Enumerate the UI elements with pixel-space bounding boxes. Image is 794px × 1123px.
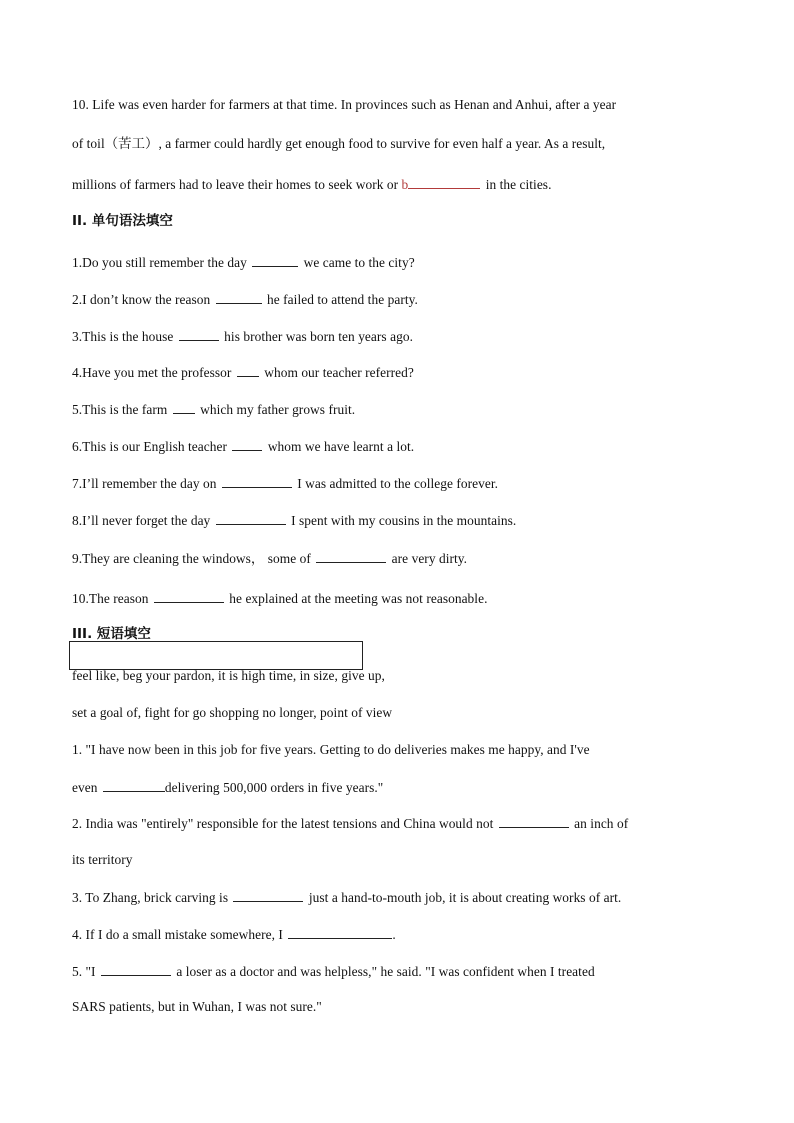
answer-blank[interactable] (103, 779, 165, 792)
item-text: . (392, 927, 396, 942)
answer-blank[interactable] (499, 815, 569, 828)
answer-blank[interactable] (237, 364, 259, 377)
item-text: he failed to attend the party. (263, 292, 418, 307)
item-text: are very dirty. (388, 551, 468, 566)
item-text: just a hand-to-mouth job, it is about creating works of art. (305, 890, 622, 905)
grammar-item (72, 291, 418, 308)
answer-blank[interactable] (252, 254, 298, 267)
item-text: we came to the city? (300, 255, 415, 270)
item-text: he explained at the meeting was not reasonable. (225, 591, 488, 606)
item-text: 5. "I (72, 964, 99, 979)
item-text: 10.The reason (72, 591, 152, 606)
item-text: 1.Do you still remember the day (72, 255, 251, 270)
phrase-bank-line (72, 668, 385, 684)
answer-blank[interactable] (154, 590, 224, 603)
answer-blank[interactable] (233, 889, 303, 902)
passage-line-1 (72, 97, 616, 113)
item-text: 9.They are cleaning the windows， some of (72, 551, 315, 566)
item-text: I spent with my cousins in the mountains. (287, 513, 517, 528)
answer-blank[interactable] (216, 291, 262, 304)
grammar-item (72, 328, 413, 345)
hint-letter: b (401, 177, 409, 192)
answer-blank[interactable] (179, 328, 219, 341)
answer-blank[interactable] (316, 550, 386, 563)
answer-blank[interactable] (222, 475, 292, 488)
item-text: whom we have learnt a lot. (264, 439, 415, 454)
passage-text: 10. Life was even harder for farmers at that time. In provinces such as Henan and Anhui, after a year (72, 97, 617, 112)
word-bank-box (69, 641, 363, 670)
answer-blank[interactable] (216, 512, 286, 525)
item-text: 1. "I have now been in this job for five years. Getting to do deliveries makes me happy, and I've (72, 742, 590, 757)
section-title: III. 短语填空 (72, 626, 151, 642)
item-text: 2. India was "entirely" responsible for the latest tensions and China would not (72, 816, 497, 831)
item-text: 8.I’ll never forget the day (72, 513, 214, 528)
item-text: I was admitted to the college forever. (293, 476, 499, 491)
grammar-item (72, 254, 415, 271)
phrase-item (72, 852, 133, 868)
item-text: its territory (72, 852, 133, 867)
item-text: 4. If I do a small mistake somewhere, I (72, 927, 287, 942)
passage-line-2 (72, 136, 605, 152)
grammar-item (72, 364, 414, 381)
item-text: 2.I don’t know the reason (72, 292, 214, 307)
item-text: 5.This is the farm (72, 402, 171, 417)
phrase-item (72, 815, 628, 832)
phrase-item (72, 889, 621, 906)
passage-text: of toil（苦工）, a farmer could hardly get enough food to survive for even half a year. As a result, (72, 136, 606, 151)
item-text: his brother was born ten years ago. (220, 329, 413, 344)
grammar-item (72, 590, 487, 607)
phrase-bank-text: set a goal of, fight for go shopping no longer, point of view (72, 705, 393, 720)
phrase-item (72, 999, 322, 1015)
item-text: whom our teacher referred? (260, 365, 414, 380)
answer-blank[interactable] (232, 438, 262, 451)
item-text: even (72, 780, 101, 795)
item-text: which my father grows fruit. (196, 402, 356, 417)
grammar-item (72, 550, 467, 567)
item-text: 3.This is the house (72, 329, 177, 344)
passage-text: in the cities. (482, 177, 552, 192)
phrase-bank-text: feel like, beg your pardon, it is high time, in size, give up, (72, 668, 385, 683)
item-text: a loser as a doctor and was helpless," he said. "I was confident when I treated (172, 964, 595, 979)
item-text: an inch of (570, 816, 629, 831)
answer-blank[interactable] (288, 926, 392, 939)
item-text: 4.Have you met the professor (72, 365, 235, 380)
grammar-item (72, 512, 516, 529)
phrase-item (72, 963, 595, 980)
answer-blank[interactable] (173, 401, 195, 414)
answer-blank[interactable] (101, 963, 171, 976)
grammar-item (72, 475, 498, 492)
grammar-item (72, 401, 355, 418)
phrase-item (72, 926, 396, 943)
item-text: 6.This is our English teacher (72, 439, 231, 454)
passage-line-3 (72, 176, 551, 193)
item-text: 3. To Zhang, brick carving is (72, 890, 232, 905)
answer-blank[interactable] (408, 176, 480, 189)
item-text: 7.I’ll remember the day on (72, 476, 220, 491)
passage-text: millions of farmers had to leave their homes to seek work or (72, 177, 402, 192)
grammar-item (72, 438, 414, 455)
phrase-item (72, 779, 383, 796)
item-text: SARS patients, but in Wuhan, I was not sure." (72, 999, 322, 1014)
section-title: II. 单句语法填空 (72, 213, 173, 229)
item-text: delivering 500,000 orders in five years." (164, 780, 384, 795)
phrase-bank-line (72, 705, 392, 721)
phrase-item (72, 742, 590, 758)
